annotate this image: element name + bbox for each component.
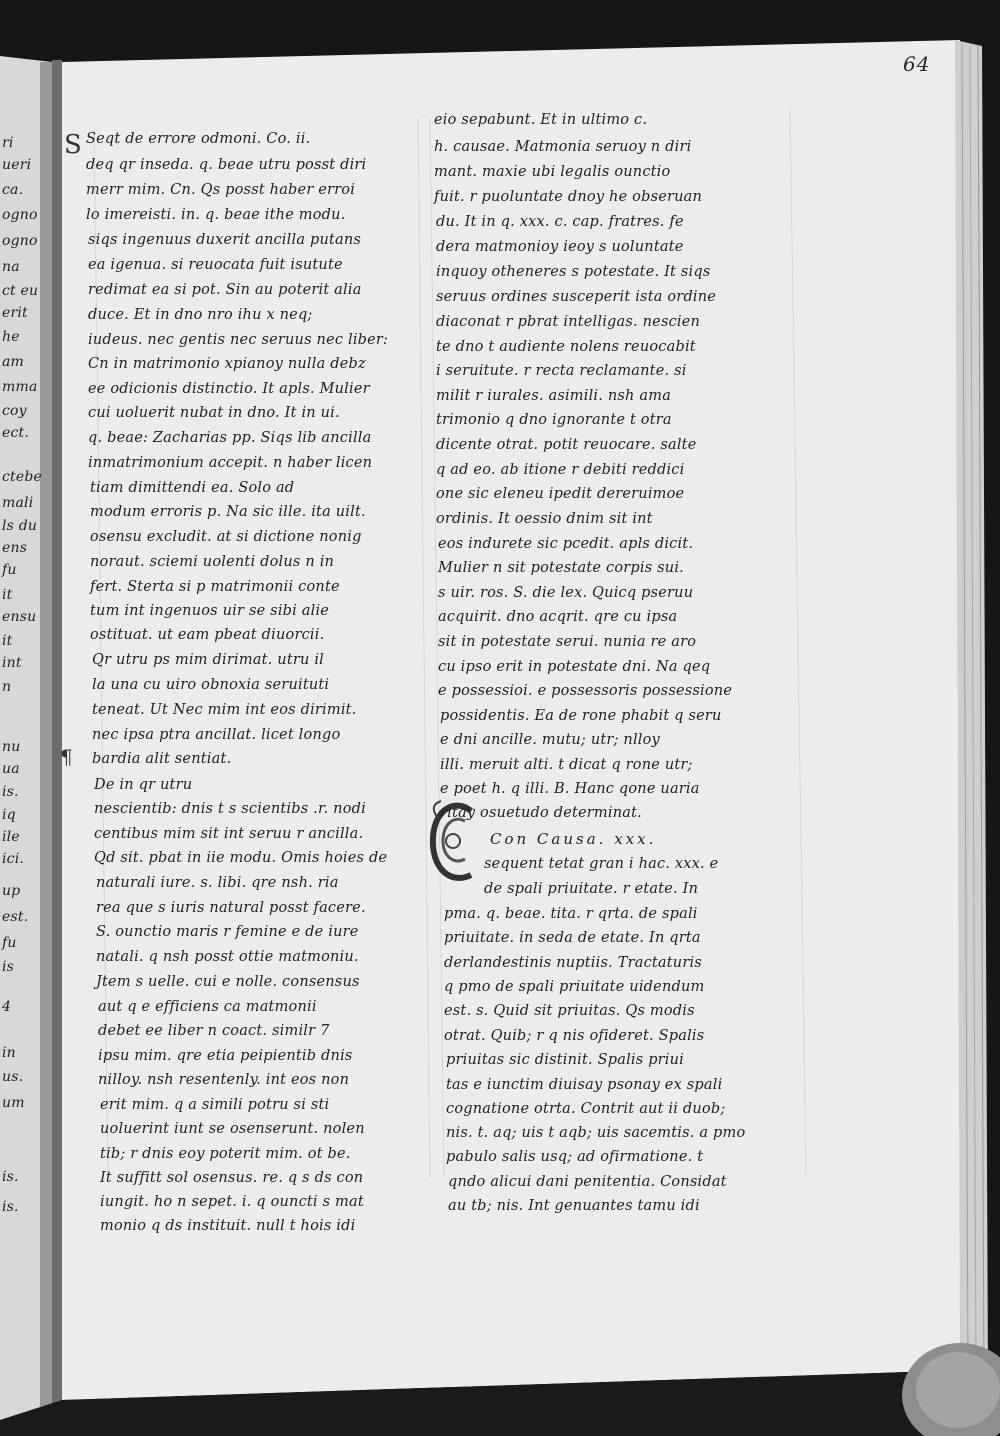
text-line: seruus ordines susceperit ista ordine (436, 289, 717, 305)
text-line: ordinis. It oessio dnim sit int (436, 511, 653, 527)
text-line: Mulier n sit potestate corpis sui. (438, 560, 684, 576)
fragment: mali (2, 495, 34, 511)
text-line: diaconat r pbrat intelligas. nescien (436, 314, 701, 330)
text-line: teneat. Ut Nec mim int eos dirimit. (92, 702, 357, 718)
text-line: ipsu mim. qre etia peipientib dnis (98, 1048, 353, 1064)
text-line: trimonio q dno ignorante t otra (436, 412, 672, 428)
text-line: duce. Et in dno nro ihu x neq; (88, 307, 313, 323)
text-line: rea que s iuris natural posst facere. (96, 900, 366, 916)
text-line: De in qr utru (94, 777, 193, 793)
text-line: siqs ingenuus duxerit ancilla putans (88, 232, 362, 248)
text-line: q pmo de spali priuitate uidendum (444, 979, 705, 995)
fragment: us. (2, 1069, 24, 1085)
text-line: tum int ingenuos uir se sibi alie (90, 603, 330, 619)
text-line: Jtem s uelle. cui e nolle. consensus (96, 974, 360, 990)
text-line: erit mim. q a simili potru si sti (100, 1097, 330, 1113)
fragment: ctebe (2, 469, 42, 485)
text-line: deq qr inseda. q. beae utru posst diri (86, 157, 367, 173)
fragment: ect. (2, 425, 30, 441)
text-line: pabulo salis usq; ad ofirmatione. t (446, 1149, 704, 1165)
text-line: cu ipso erit in potestate dni. Na qeq (438, 659, 711, 675)
text-line: modum erroris p. Na sic ille. ita uilt. (90, 504, 366, 520)
text-line: nec ipsa ptra ancillat. licet longo (92, 727, 341, 743)
text-line: illi. meruit alti. t dicat q rone utr; (440, 757, 693, 773)
text-line: monio q ds instituit. null t hois idi (100, 1218, 356, 1234)
fragment: ens (2, 540, 28, 556)
text-line: noraut. sciemi uolenti dolus n in (90, 554, 335, 570)
fragment: ile (2, 829, 20, 845)
fragment: 4 (2, 999, 12, 1015)
text-line: h. causae. Matmonia seruoy n diri (434, 139, 692, 155)
text-line: au tb; nis. Int genuantes tamu idi (448, 1198, 700, 1214)
text-line: bardia alit sentiat. (92, 751, 232, 767)
causa-heading: Con Causa. xxx. (490, 830, 657, 848)
text-line: lo imereisti. in. q. beae ithe modu. (86, 207, 346, 223)
text-line: nilloy. nsh resentenly. int eos non (98, 1072, 350, 1088)
fragment: up (2, 883, 21, 899)
text-line: osensu excludit. at si dictione nonig (90, 529, 362, 545)
text-line: ea igenua. si reuocata fuit isutute (88, 257, 343, 273)
text-line: tiam dimittendi ea. Solo ad (90, 480, 295, 496)
text-line: sequent tetat gran i hac. xxx. e (484, 856, 719, 872)
text-line: uoluerint iunt se osenserunt. nolen (100, 1121, 365, 1137)
text-line: debet ee liber n coact. similr 7 (98, 1023, 330, 1039)
text-line: ee odicionis distinctio. It apls. Mulier (88, 381, 370, 397)
text-line: Cn in matrimonio xpianoy nulla debz (88, 356, 366, 372)
text-line: Qr utru ps mim dirimat. utru il (92, 652, 324, 668)
fragment: ri (2, 135, 14, 151)
text-line: milit r iurales. asimili. nsh ama (436, 388, 672, 404)
text-line: merr mim. Cn. Qs posst haber erroi (86, 182, 356, 198)
text-line: de spali priuitate. r etate. In (484, 881, 699, 897)
fragment: in (2, 1045, 16, 1061)
text-line: du. It in q. xxx. c. cap. fratres. fe (436, 214, 684, 230)
fragment: ueri (2, 157, 32, 173)
fragment: is. (2, 1169, 19, 1185)
text-line: nescientib: dnis t s scientibs .r. nodi (94, 801, 366, 817)
fragment: fu (2, 935, 17, 951)
text-line: Qd sit. pbat in iie modu. Omis hoies de (94, 850, 388, 866)
fragment: ogno (2, 207, 38, 223)
text-line: nis. t. aq; uis t aqb; uis sacemtis. a pmo (446, 1125, 746, 1141)
fragment: is. (2, 784, 19, 800)
text-line: fuit. r puoluntate dnoy he obseruan (434, 189, 703, 205)
text-line: priuitas sic distinit. Spalis priui (446, 1052, 685, 1068)
text-line: s uir. ros. S. die lex. Quicq pseruu (438, 585, 694, 601)
fragment: mma (2, 379, 38, 395)
fragment: ct eu (2, 283, 39, 299)
folio-number: 64 (903, 52, 931, 76)
text-line: inmatrimonium accepit. n haber licen (88, 455, 373, 471)
text-line: cognatione otrta. Contrit aut ii duob; (446, 1101, 726, 1117)
text-line: inquoy otheneres s potestate. It siqs (436, 264, 711, 280)
text-line: q ad eo. ab itione r debiti reddici (436, 462, 685, 478)
fragment: nu (2, 739, 21, 755)
fragment: coy (2, 403, 27, 419)
fragment: he (2, 329, 20, 345)
text-line: dicente otrat. potit reuocare. salte (436, 437, 697, 453)
fragment: ogno (2, 233, 38, 249)
text-line: possidentis. Ea de rone phabit q seru (440, 708, 722, 724)
text-line: acquirit. dno acqrit. qre cu ipsa (438, 609, 678, 625)
fragment: ensu (2, 609, 37, 625)
text-line: It suffitt sol osensus. re. q s ds con (100, 1170, 364, 1186)
fragment: est. (2, 909, 29, 925)
fragment: erit (2, 305, 28, 321)
text-line: otrat. Quib; r q nis ofideret. Spalis (444, 1028, 705, 1044)
text-line: eio sepabunt. Et in ultimo c. (434, 112, 648, 128)
text-line: aut q e efficiens ca matmonii (98, 999, 317, 1015)
text-line: te dno t audiente nolens reuocabit (436, 339, 696, 355)
fragment: is. (2, 1199, 19, 1215)
text-line: derlandestinis nuptiis. Tractaturis (444, 955, 702, 971)
fragment: ici. (2, 851, 25, 867)
text-line: q. beae: Zacharias pp. Siqs lib ancilla (88, 430, 372, 446)
text-line: naturali iure. s. libi. qre nsh. ria (96, 875, 339, 891)
fragment: iq (2, 807, 16, 823)
text-line: dera matmonioy ieoy s uoluntate (436, 239, 684, 255)
text-line: ostituat. ut eam pbeat diuorcii. (90, 627, 325, 643)
text-line: tib; r dnis eoy poterit mim. ot be. (100, 1146, 351, 1162)
fragment: um (2, 1095, 25, 1111)
text-line: centibus mim sit int seruu r ancilla. (94, 826, 364, 842)
fragment: fu (2, 562, 17, 578)
text-line: est. s. Quid sit priuitas. Qs modis (444, 1003, 695, 1019)
text-line: eos indurete sic pcedit. apls dicit. (438, 536, 694, 552)
text-line: sit in potestate serui. nunia re aro (438, 634, 697, 650)
text-line: Seqt de errore odmoni. Co. ii. (86, 131, 311, 147)
text-line: ritay osuetudo determinat. (440, 805, 642, 821)
text-line: mant. maxie ubi legalis ounctio (434, 164, 671, 180)
text-line: i seruitute. r recta reclamante. si (436, 363, 687, 379)
rubric-initial-s: S (64, 130, 82, 160)
text-line: e dni ancille. mutu; utr; nlloy (440, 732, 660, 748)
text-line: priuitate. in seda de etate. In qrta (444, 930, 701, 946)
paragraph-mark: ¶ (60, 745, 73, 769)
text-line: e poet h. q illi. B. Hanc qone uaria (440, 781, 700, 797)
text-line: natali. q nsh posst ottie matmoniu. (96, 949, 359, 965)
text-line: qndo alicui dani penitentia. Considat (448, 1174, 727, 1190)
fragment: na (2, 259, 20, 275)
text-line: S. ounctio maris r femine e de iure (96, 924, 359, 940)
fragment: int (2, 655, 22, 671)
fragment: ua (2, 761, 20, 777)
text-line: cui uoluerit nubat in dno. It in ui. (88, 405, 340, 421)
fragment: ls du (2, 518, 38, 534)
text-line: one sic eleneu ipedit dereruimoe (436, 486, 685, 502)
text-line: iudeus. nec gentis nec seruus nec liber: (88, 332, 389, 348)
text-line: redimat ea si pot. Sin au poterit alia (88, 282, 362, 298)
text-line: pma. q. beae. tita. r qrta. de spali (444, 906, 698, 922)
text-line: e possessioi. e possessoris possessione (438, 683, 733, 699)
text-line: iungit. ho n sepet. i. q ouncti s mat (100, 1194, 364, 1210)
fragment: it (2, 587, 13, 603)
text-line: la una cu uiro obnoxia seruituti (92, 677, 330, 693)
fragment: is (2, 959, 15, 975)
text-line: fert. Sterta si p matrimonii conte (90, 579, 340, 595)
fragment: n (2, 679, 12, 695)
fragment: ca. (2, 182, 24, 198)
text-line: tas e iunctim diuisay psonay ex spali (446, 1077, 723, 1093)
fragment: it (2, 633, 13, 649)
fragment: am (2, 354, 25, 370)
